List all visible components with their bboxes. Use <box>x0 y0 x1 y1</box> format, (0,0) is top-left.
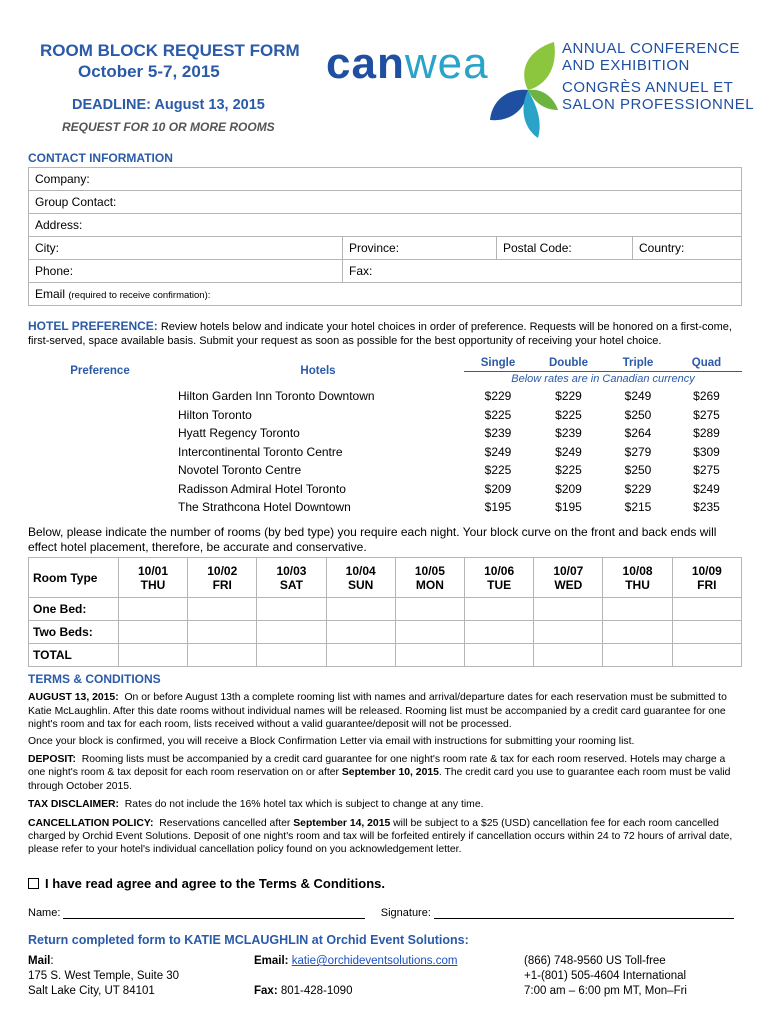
room-count-cell[interactable] <box>257 598 326 621</box>
conference-fr-line2: SALON PROFESSIONNEL <box>562 96 755 113</box>
signature-line[interactable] <box>434 908 734 919</box>
preference-input[interactable] <box>28 387 172 406</box>
rate-double: $225 <box>555 463 582 478</box>
room-count-cell[interactable] <box>257 621 326 644</box>
room-count-cell[interactable] <box>465 644 534 667</box>
rate-single: $249 <box>484 444 512 459</box>
leaf-logo-icon <box>488 40 560 140</box>
rate-triple: $264 <box>624 426 652 441</box>
email-link[interactable]: katie@orchideventsolutions.com <box>291 955 458 967</box>
day-header <box>603 558 672 598</box>
room-count-cell[interactable] <box>672 598 741 621</box>
rate-single: $195 <box>484 500 512 515</box>
room-count-cell[interactable] <box>257 644 326 667</box>
hotels-header: Hotels <box>300 365 336 377</box>
rate-quad: $249 <box>693 481 720 496</box>
hotel-preference-intro <box>28 319 742 348</box>
rate-quad: $275 <box>693 463 720 478</box>
hotel-name: Hilton Toronto <box>178 407 252 422</box>
preference-input[interactable] <box>28 480 172 499</box>
rate-single: $225 <box>484 463 512 478</box>
toll-free-phone: (866) 748-9560 US Toll-free <box>524 955 666 967</box>
name-line[interactable] <box>63 908 365 919</box>
terms-title: TERMS & CONDITIONS <box>28 672 161 686</box>
room-count-cell[interactable] <box>326 644 395 667</box>
preference-input[interactable] <box>28 498 172 517</box>
deposit-text-a: Rooming lists must be accompanied by a credit card guarantee for one night's room rate & tax for each room reserved. Hotels may charge a one night's room & tax deposit for each room reservation on or after <box>28 754 726 779</box>
contact-section-title: CONTACT INFORMATION <box>28 151 173 165</box>
hotel-preference-text: Review hotels below and indicate your hotel choices in order of preference. Requests will be honored on a first-come, first-served, space available basis. Submit your request as soon as possible for the best opportunity of receiving your hotel choice. <box>28 321 732 347</box>
rate-double: $239 <box>555 426 582 441</box>
phone-label: Phone: <box>35 264 74 278</box>
day-header <box>188 558 257 598</box>
room-row <box>29 621 742 644</box>
rate-single: $209 <box>484 481 512 496</box>
preference-input[interactable] <box>28 424 172 443</box>
day-header <box>534 558 603 598</box>
day-weekday: SUN <box>348 577 374 592</box>
room-nights-table <box>28 557 742 667</box>
day-header <box>257 558 326 598</box>
email-label: Email <box>35 287 66 301</box>
rate-quad: $235 <box>693 500 720 515</box>
cancellation-paragraph <box>28 817 744 857</box>
room-count-cell[interactable] <box>465 598 534 621</box>
room-count-cell[interactable] <box>188 598 257 621</box>
postal-code-label: Postal Code: <box>503 241 572 255</box>
company-field[interactable] <box>29 168 742 191</box>
hotel-row <box>28 424 742 443</box>
email-note: (required to receive confirmation): <box>68 290 211 301</box>
hotel-name: Hilton Garden Inn Toronto Downtown <box>178 389 375 404</box>
double-header: Double <box>532 355 605 371</box>
city-field[interactable] <box>29 237 343 260</box>
mail-address-line1: 175 S. West Temple, Suite 30 <box>28 970 180 982</box>
fax-label: Fax: <box>349 264 373 278</box>
terms-deadline-label: AUGUST 13, 2015: <box>28 692 119 704</box>
day-date: 10/05 <box>414 563 445 578</box>
fax-number: 801-428-1090 <box>280 985 353 997</box>
hotel-name: The Strathcona Hotel Downtown <box>178 500 351 515</box>
rate-single: $229 <box>484 389 512 404</box>
hotel-row <box>28 387 742 406</box>
email-row <box>254 954 457 969</box>
room-count-cell[interactable] <box>465 621 534 644</box>
deadline: DEADLINE: August 13, 2015 <box>72 97 265 113</box>
email-fax-block <box>254 954 457 999</box>
room-count-cell[interactable] <box>603 621 672 644</box>
deposit-text-b: . The credit card you use to guarantee each room must be valid through October 2015. <box>28 767 731 792</box>
phone-block <box>524 954 687 999</box>
room-count-cell[interactable] <box>534 598 603 621</box>
room-count-cell[interactable] <box>395 598 464 621</box>
rate-quad: $309 <box>693 444 720 459</box>
conference-en-line2: AND EXHIBITION <box>562 57 690 74</box>
day-header <box>465 558 534 598</box>
address-field[interactable] <box>29 214 742 237</box>
terms-deadline-paragraph <box>28 691 744 731</box>
rate-double: $225 <box>555 407 582 422</box>
name-label: Name: <box>28 907 61 919</box>
rate-double: $195 <box>555 500 582 515</box>
mail-colon: : <box>50 955 54 967</box>
canwea-logo-wordmark <box>326 40 489 88</box>
rate-triple: $250 <box>624 463 652 478</box>
logo-word-part2: wea <box>404 39 489 88</box>
fax-row <box>254 984 457 999</box>
mail-label-row <box>28 954 179 969</box>
cancellation-text-a: Reservations cancelled after <box>159 817 291 829</box>
hotel-preference-title: HOTEL PREFERENCE: <box>28 319 158 333</box>
day-date: 10/04 <box>345 563 376 578</box>
mail-label: Mail <box>28 955 51 967</box>
room-count-cell[interactable] <box>326 621 395 644</box>
hotel-name: Intercontinental Toronto Centre <box>178 444 343 459</box>
day-date: 10/03 <box>276 563 307 578</box>
day-header <box>326 558 395 598</box>
rate-triple: $279 <box>624 444 652 459</box>
hotel-row <box>28 461 742 480</box>
address-label: Address: <box>35 218 83 232</box>
rate-triple: $229 <box>624 481 652 496</box>
room-count-cell[interactable] <box>118 598 187 621</box>
day-header <box>395 558 464 598</box>
room-row-label: Two Beds: <box>29 621 119 644</box>
single-header: Single <box>464 355 532 371</box>
day-date: 10/02 <box>207 563 238 578</box>
room-row <box>29 644 742 667</box>
preference-input[interactable] <box>28 406 172 425</box>
province-label: Province: <box>349 241 400 255</box>
room-type-header: Room Type <box>29 558 119 598</box>
day-header <box>118 558 187 598</box>
hotel-row <box>28 443 742 462</box>
country-label: Country: <box>639 241 685 255</box>
preference-input[interactable] <box>28 461 172 480</box>
agree-row <box>28 876 385 891</box>
rate-single: $239 <box>484 426 512 441</box>
currency-note: Below rates are in Canadian currency <box>511 373 695 386</box>
day-weekday: FRI <box>212 577 232 592</box>
cancellation-text-b: will be subject to a $25 (USD) cancellation fee for each room cancelled charged by Orchid Event Solutions. Deposit of one night's room and tax will be forfeited entirely if cancellation occurs within 24 to 72 hours of arrival date, please refer to your hotel's individual cancellation policy found on you acknowledgement letter. <box>28 817 733 856</box>
rate-triple: $250 <box>624 407 652 422</box>
fax-footer-label: Fax: <box>254 985 278 997</box>
quad-header: Quad <box>671 355 742 371</box>
mail-block <box>28 954 179 999</box>
day-weekday: THU <box>625 577 650 592</box>
tax-text: Rates do not include the 16% hotel tax which is subject to change at any time. <box>124 799 484 811</box>
room-count-cell[interactable] <box>188 621 257 644</box>
room-count-cell[interactable] <box>672 621 741 644</box>
fax-field[interactable] <box>343 260 742 283</box>
day-date: 10/07 <box>553 563 584 578</box>
room-count-cell[interactable] <box>395 644 464 667</box>
terms-section <box>28 673 744 857</box>
hotel-row <box>28 406 742 425</box>
room-row-label: One Bed: <box>29 598 119 621</box>
day-date: 10/06 <box>484 563 515 578</box>
day-weekday: THU <box>140 577 166 592</box>
hotels-table <box>28 355 742 517</box>
confirmation-paragraph: Once your block is confirmed, you will receive a Block Confirmation Letter via email with instructions for submitting your rooming list. <box>28 735 635 747</box>
hotel-row <box>28 480 742 499</box>
mail-address-line2: Salt Lake City, UT 84101 <box>28 985 155 997</box>
rate-quad: $269 <box>693 389 720 404</box>
room-count-cell[interactable] <box>534 621 603 644</box>
rate-triple: $249 <box>624 389 652 404</box>
rate-double: $249 <box>555 444 582 459</box>
contact-table <box>28 167 742 306</box>
form-title: ROOM BLOCK REQUEST FORM <box>40 41 300 60</box>
minimum-rooms-note: REQUEST FOR 10 OR MORE ROOMS <box>62 120 275 134</box>
day-weekday: TUE <box>487 577 512 592</box>
terms-deadline-text: On or before August 13th a complete rooming list with names and arrival/departure dates for each reservation must be submitted to Katie McLaughlin. After this date rooms without individual names will be released. Rooming list must be accompanied by a credit card guarantee for one night's room and tax for each room, lists received without a valid guarantee/deposit will not be processed. <box>28 692 727 731</box>
room-count-cell[interactable] <box>603 644 672 667</box>
return-instructions: Return completed form to KATIE MCLAUGHLIN at Orchid Event Solutions: <box>28 933 469 947</box>
deposit-date: September 10, 2015 <box>341 767 439 779</box>
agree-checkbox[interactable] <box>28 878 39 889</box>
conference-en-line1: ANNUAL CONFERENCE <box>562 40 740 57</box>
room-count-cell[interactable] <box>534 644 603 667</box>
city-label: City: <box>35 241 59 255</box>
room-count-cell[interactable] <box>118 621 187 644</box>
cancellation-date: September 14, 2015 <box>293 817 391 829</box>
phone-field[interactable] <box>29 260 343 283</box>
room-count-cell[interactable] <box>118 644 187 667</box>
rate-single: $225 <box>484 407 512 422</box>
rate-quad: $289 <box>693 426 720 441</box>
room-count-cell[interactable] <box>326 598 395 621</box>
day-weekday: MON <box>415 577 444 592</box>
day-weekday: SAT <box>279 577 303 592</box>
tax-label: TAX DISCLAIMER: <box>28 799 120 811</box>
room-count-cell[interactable] <box>603 598 672 621</box>
day-weekday: FRI <box>697 577 717 592</box>
room-count-cell[interactable] <box>672 644 741 667</box>
triple-header: Triple <box>605 355 671 371</box>
group-contact-label: Group Contact: <box>35 195 117 209</box>
email-field[interactable] <box>29 283 742 306</box>
rate-double: $229 <box>555 389 582 404</box>
company-label: Company: <box>35 172 90 186</box>
day-weekday: WED <box>554 577 583 592</box>
group-contact-field[interactable] <box>29 191 742 214</box>
logo-word-part1: can <box>326 39 405 88</box>
tax-paragraph <box>28 798 744 811</box>
room-count-cell[interactable] <box>395 621 464 644</box>
event-dates: October 5-7, 2015 <box>78 62 220 81</box>
country-field[interactable] <box>633 237 742 260</box>
room-row-label: TOTAL <box>29 644 119 667</box>
cancellation-label: CANCELLATION POLICY: <box>28 817 154 829</box>
hotel-name: Hyatt Regency Toronto <box>178 426 300 441</box>
signature-label: Signature: <box>380 907 431 919</box>
room-row <box>29 598 742 621</box>
room-count-cell[interactable] <box>188 644 257 667</box>
day-date: 10/08 <box>622 563 653 578</box>
rate-quad: $275 <box>693 407 720 422</box>
hotel-name: Radisson Admiral Hotel Toronto <box>178 481 346 496</box>
postal-code-field[interactable] <box>497 237 633 260</box>
day-header <box>672 558 741 598</box>
hotel-name: Novotel Toronto Centre <box>178 463 302 478</box>
office-hours: 7:00 am – 6:00 pm MT, Mon–Fri <box>524 985 687 997</box>
deposit-label: DEPOSIT: <box>28 754 76 766</box>
rate-double: $209 <box>555 481 582 496</box>
rooms-intro: Below, please indicate the number of rooms (by bed type) you require each night. Your block curve on the front and back ends will effect hotel placement, therefore, be accurate and conservative. <box>28 525 717 554</box>
hotel-row <box>28 498 742 517</box>
agree-text: I have read agree and agree to the Terms & Conditions. <box>45 876 386 891</box>
day-date: 10/01 <box>138 563 169 578</box>
day-date: 10/09 <box>691 563 722 578</box>
conference-fr-line1: CONGRÈS ANNUEL ET <box>562 79 734 96</box>
preference-input[interactable] <box>28 443 172 462</box>
email-footer-label: Email: <box>254 955 289 967</box>
province-field[interactable] <box>343 237 497 260</box>
preference-header: Preference <box>70 365 130 377</box>
signature-row <box>28 907 744 919</box>
international-phone: +1-(801) 505-4604 International <box>524 970 687 982</box>
deposit-paragraph <box>28 753 744 793</box>
rate-triple: $215 <box>624 500 652 515</box>
